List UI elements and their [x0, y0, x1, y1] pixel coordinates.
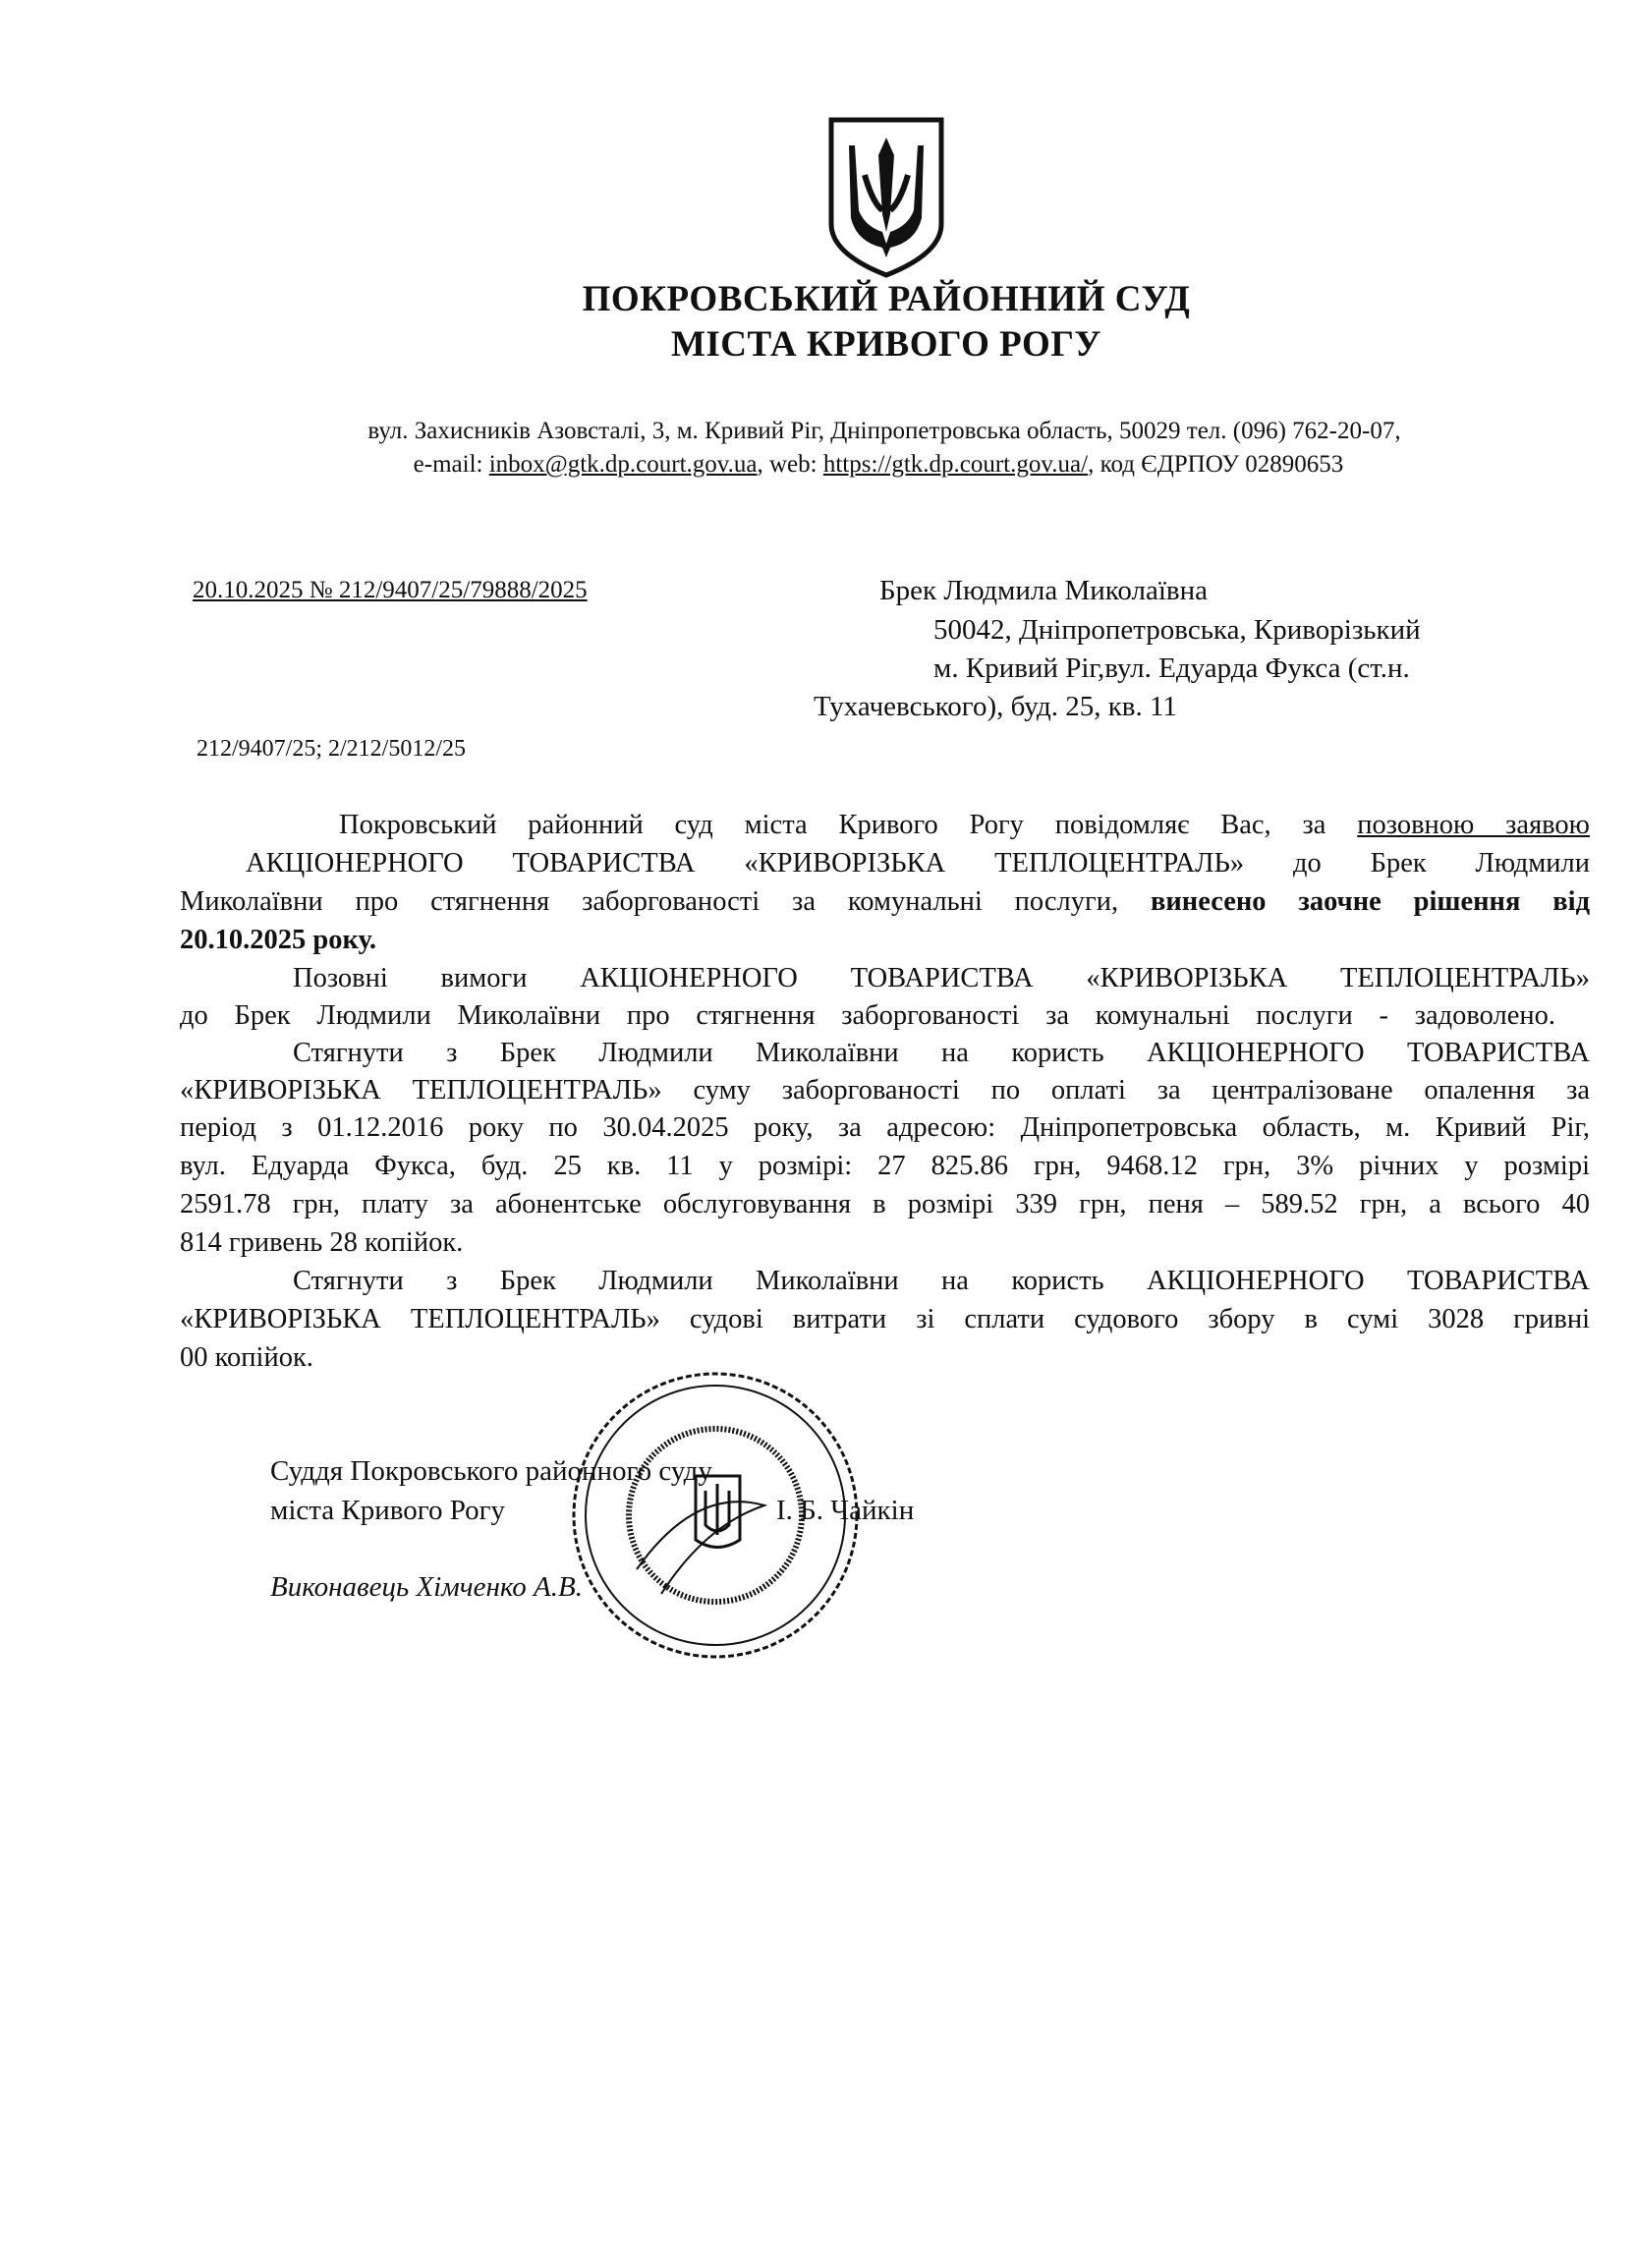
case-numbers: 212/9407/25; 2/212/5012/25 — [197, 736, 467, 762]
court-address: вул. Захисників Азовсталі, 3, м. Кривий Ріг, Дніпропетровська область, 50029 тел. (096) 762-20-07, — [367, 418, 1401, 444]
text: Миколаївни про стягнення заборгованості за комунальні послуги, — [180, 886, 1151, 917]
judge-name: І. Б. Чайкін — [776, 1495, 915, 1526]
recipient-address-line3: Тухачевського), буд. 25, кв. 11 — [814, 691, 1177, 722]
decision-text: винесено заочне рішення від — [1150, 886, 1591, 917]
body-p3-line2: «КРИВОРІЗЬКА ТЕПЛОЦЕНТРАЛЬ» суму заборгованості по оплаті за централізоване опалення за — [180, 1075, 1590, 1106]
court-contacts — [0, 450, 1635, 479]
court-name-line1: ПОКРОВСЬКИЙ РАЙОННИЙ СУД — [582, 279, 1191, 319]
recipient-address-line2: м. Кривий Ріг,вул. Едуарда Фукса (ст.н. — [933, 652, 1410, 684]
outgoing-date-number: 20.10.2025 № 212/9407/25/79888/2025 — [193, 577, 588, 603]
judge-title-line2: міста Кривого Рогу — [270, 1495, 506, 1526]
text: Покровський районний суд міста Кривого Рогу повідомляє Вас, за — [339, 810, 1358, 840]
recipient-address-line1: 50042, Дніпропетровська, Криворізький — [933, 614, 1421, 646]
body-p1-line2: АКЦІОНЕРНОГО ТОВАРИСТВА «КРИВОРІЗЬКА ТЕПЛОЦЕНТРАЛЬ» до Брек Людмили — [246, 848, 1590, 879]
web-link[interactable]: https://gtk.dp.court.gov.ua/ — [822, 451, 1089, 478]
lawsuit-link-text: позовною заявою — [1357, 810, 1590, 840]
body-p4-line2: «КРИВОРІЗЬКА ТЕПЛОЦЕНТРАЛЬ» судові витрати зі сплати судового збору в сумі 3028 гривні — [180, 1304, 1590, 1334]
coat-of-arms-icon — [825, 116, 947, 279]
body-p3-line3: період з 01.12.2016 року по 30.04.2025 року, за адресою: Дніпропетровська область, м. Кривий Ріг, — [180, 1112, 1590, 1143]
body-p2-line1: Позовні вимоги АКЦІОНЕРНОГО ТОВАРИСТВА «КРИВОРІЗЬКА ТЕПЛОЦЕНТРАЛЬ» — [293, 963, 1590, 993]
body-p3-line1: Стягнути з Брек Людмили Миколаївни на користь АКЦІОНЕРНОГО ТОВАРИСТВА — [293, 1038, 1590, 1068]
body-p4-line1: Стягнути з Брек Людмили Миколаївни на користь АКЦІОНЕРНОГО ТОВАРИСТВА — [293, 1266, 1590, 1296]
court-name-line2: МІСТА КРИВОГО РОГУ — [670, 324, 1102, 365]
email-label: e-mail: — [413, 451, 489, 478]
body-p2-line2: до Брек Людмили Миколаївни про стягнення заборгованості за комунальні послуги - задоволено. — [180, 1000, 1555, 1031]
body-p1-line1 — [339, 809, 1590, 841]
body-p3-line5: 2591.78 грн, плату за абонентське обслуговування в розмірі 339 грн, пеня – 589.52 грн, а всього 40 — [180, 1189, 1590, 1219]
body-p1-line4: 20.10.2025 року. — [180, 925, 377, 955]
web-label: , web: — [757, 451, 823, 478]
body-p3-line4: вул. Едуарда Фукса, буд. 25 кв. 11 у розмірі: 27 825.86 грн, 9468.12 грн, 3% річних у розмірі — [180, 1151, 1590, 1181]
email-link[interactable]: inbox@gtk.dp.court.gov.ua — [488, 451, 758, 478]
recipient-name: Брек Людмила Миколаївна — [879, 575, 1208, 606]
body-p3-line6: 814 гривень 28 копійок. — [180, 1227, 464, 1258]
body-p4-line3: 00 копійок. — [180, 1342, 313, 1373]
body-p1-line3 — [180, 885, 1590, 918]
executor-name: Виконавець Хімченко А.В. — [270, 1571, 583, 1603]
judge-title-line1: Суддя Покровського районного суду — [270, 1455, 712, 1487]
edrpou-code: , код ЄДРПОУ 02890653 — [1088, 451, 1344, 478]
